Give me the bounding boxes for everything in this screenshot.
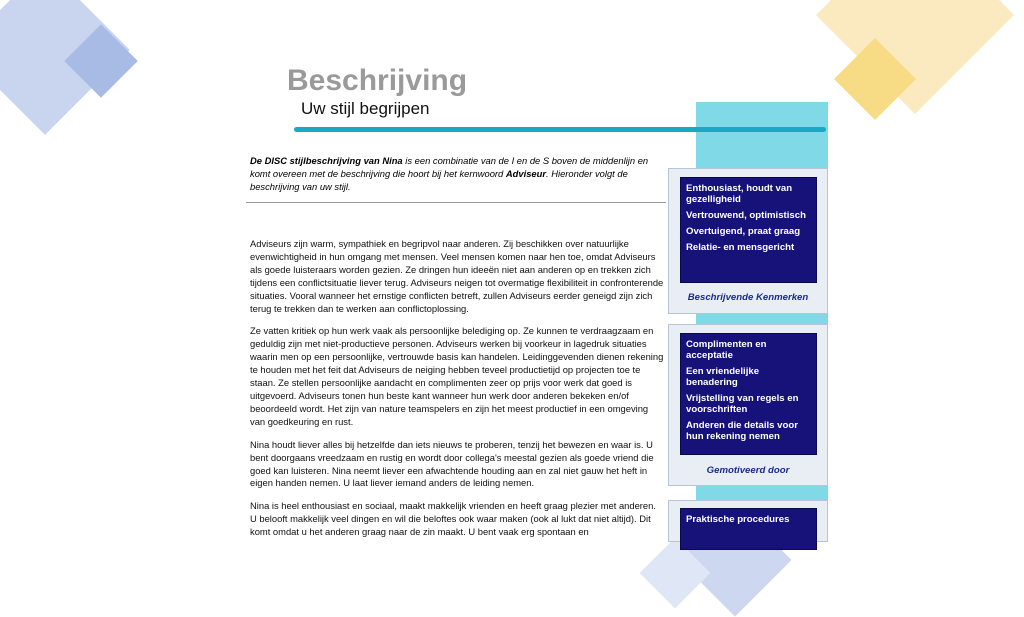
panel-item: Complimenten en acceptatie [686, 339, 767, 361]
description-body [250, 238, 664, 549]
body-paragraph: Nina is heel enthousiast en sociaal, maakt makkelijk vrienden en heeft graag plezier met anderen. U belooft makkelijk veel dingen en wil die beloftes ook waar maken (ook al lukt dat niet altijd). Dit komt omdat u het anderen graag naar de zin maakt. U bent vaak erg spontaan en [250, 500, 656, 538]
panel-item: Vertrouwend, optimistisch [686, 210, 806, 221]
panel-item: Praktische procedures [686, 514, 790, 525]
intro-text [250, 154, 660, 193]
panel-item: Vrijstelling van regels en voorschriften [686, 393, 799, 415]
panel-item: Enthousiast, houdt van gezelligheid [686, 183, 793, 205]
body-paragraph: Adviseurs zijn warm, sympathiek en begripvol naar anderen. Zij beschikken over natuurlijke evenwichtigheid in hun omgang met mensen. Veel mensen komen naar hen toe, omdat Adviseurs als goede luisteraars worden gezien. Ze dringen hun ideeën niet aan anderen op en trekken zich tijdens een conflictsituatie liever terug. Adviseurs neigen tot overmatige flexibiliteit in confronterende situaties. Vooral wanneer het ernstige conflicten betreft, zullen Adviseurs eerder geneigd zijn zich terug te trekken dan te werken aan conflictoplossing. [250, 238, 664, 314]
panel-gemotiveerd [668, 324, 828, 486]
page-title: Beschrijving [287, 64, 468, 97]
panel-item: Een vriendelijke benadering [686, 366, 760, 388]
intro-bold-lead: De DISC stijlbeschrijving van Nina [250, 155, 403, 166]
page-subtitle: Uw stijl begrijpen [301, 99, 430, 118]
panel-item: Relatie- en mensgericht [686, 242, 795, 253]
panel-kenmerken [668, 168, 828, 314]
document-page [244, 52, 828, 538]
intro-text-part-1: is een combinatie van de I en de S boven de middenlijn en komt overeen met de beschrijving die hoort bij het kernwoord [250, 155, 649, 179]
decor-diamond-yellow-large [816, 0, 1014, 114]
body-paragraph: Nina houdt liever alles bij hetzelfde dan iets nieuws te proberen, tenzij het bewezen en waar is. U bent doorgaans vreedzaam en rustig en wordt door collega's meestal gezien als goede vriend die goed kan luisteren. Nina neemt liever een afwachtende houding aan en zal niet gauw het heft in eigen handen nemen. U laat liever iemand anders de leiding nemen. [250, 438, 654, 489]
panel-item: Overtuigend, praat graag [686, 226, 801, 237]
intro-text-part-2: . Hieronder volgt de beschrijving van uw stijl. [250, 168, 628, 192]
intro-keyword: Adviseur [505, 168, 546, 179]
panel-kenmerken-box [680, 177, 817, 283]
section-divider [246, 202, 666, 203]
body-paragraph: Ze vatten kritiek op hun werk vaak als persoonlijke belediging op. Ze kunnen te verdraagzaam en geduldig zijn met niet-productieve personen. Adviseurs werken bij voorkeur in lagedruk situaties waarin men op een persoonlijke, vertrouwde basis kan handelen. Leidinggevenden dienen rekening te houden met het feit dat Adviseurs de neiging hebben teveel productietijd op projecten toe te staan. Ze stellen persoonlijke aandacht en complimenten zeer op prijs voor werk dat goed is uitgevoerd. Adviseurs tonen hun beste kant wanneer hun werk door anderen bekeken en/of beoordeeld wordt. Het zijn van nature teamspelers en zijn het meest productief in een omgeving van goedkeuring en rust. [250, 325, 664, 427]
panel-item: Anderen die details voor hun rekening nemen [686, 420, 798, 442]
panel-caption: Beschrijvende Kenmerken [687, 292, 809, 303]
panel-caption: Gemotiveerd door [706, 465, 790, 476]
panel-procedures-box [680, 508, 817, 550]
panel-gemotiveerd-box [680, 333, 817, 455]
title-underline [294, 127, 826, 132]
panel-procedures [668, 500, 828, 542]
